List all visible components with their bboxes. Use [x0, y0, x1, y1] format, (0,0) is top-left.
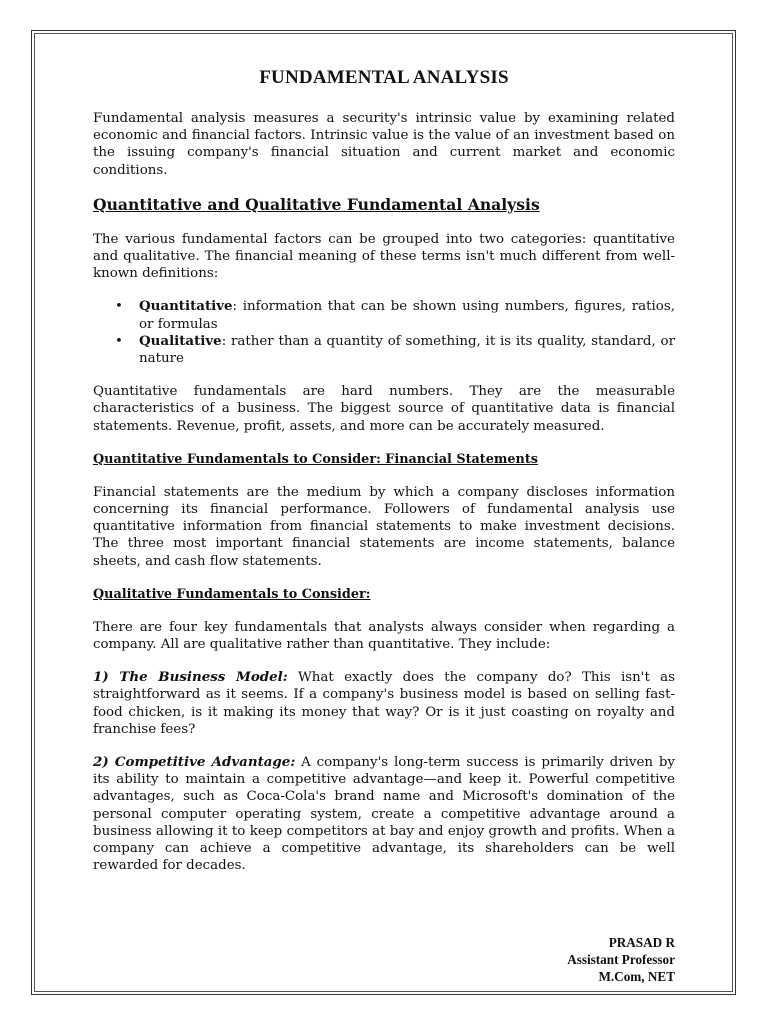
- competitive-advantage-lead: 2) Competitive Advantage:: [93, 754, 296, 771]
- competitive-advantage-text: A company's long-term success is primarily driven by its ability to maintain a competitive advantage—and keep it. Powerful competitive advantages, such as Coca-Cola's brand name and Microsoft's domination of the personal computer operating system, create a competitive advantage around a business allowing it to keep competitors at bay and enjoy growth and profits. When a company can achieve a competitive advantage, its shareholders can be well rewarded for decades.: [93, 755, 675, 874]
- section-heading-financial-statements: Quantitative Fundamentals to Consider: Financial Statements: [93, 451, 538, 467]
- document-title: FUNDAMENTAL ANALYSIS: [259, 67, 509, 88]
- categories-paragraph: The various fundamental factors can be grouped into two categories: quantitative and qualitative. The financial meaning of these terms isn't much different from well-known definitions:: [93, 231, 675, 282]
- section-heading-quant-qual: Quantitative and Qualitative Fundamental Analysis: [93, 194, 540, 214]
- definition-quantitative: information that can be shown using numbers, figures, ratios, or formulas: [139, 299, 675, 332]
- business-model-paragraph: [93, 669, 675, 738]
- term-quantitative: Quantitative: [139, 298, 233, 315]
- bullet-icon: •: [115, 333, 123, 349]
- qualitative-intro-paragraph: There are four key fundamentals that analysts always consider when regarding a company. All are qualitative rather than quantitative. They include:: [93, 619, 675, 653]
- document-body: [93, 66, 675, 891]
- quant-fundamentals-paragraph: Quantitative fundamentals are hard numbers. They are the measurable characteristics of a business. The biggest source of quantitative data is financial statements. Revenue, profit, assets, and more can be accurately measured.: [93, 384, 675, 434]
- bullet-icon: •: [115, 299, 123, 315]
- term-separator: :: [232, 299, 243, 315]
- definitions-list: [93, 298, 675, 367]
- author-role: Assistant Professor: [567, 952, 675, 967]
- term-separator: :: [221, 333, 231, 349]
- list-item: [115, 298, 675, 332]
- financial-statements-paragraph: Financial statements are the medium by which a company discloses information concerning its financial performance. Followers of fundamental analysis use quantitative information from financial statements to make investment decisions. The three most important financial statements are income statements, balance sheets, and cash flow statements.: [93, 484, 675, 569]
- list-item: [115, 332, 675, 367]
- term-qualitative: Qualitative: [139, 332, 222, 349]
- competitive-advantage-paragraph: [93, 754, 675, 874]
- business-model-text: What exactly does the company do? This isn't as straightforward as it seems. If a company's business model is based on selling fast-food chicken, is it making its money that way? Or is it just coasting on royalty and franchise fees?: [93, 670, 675, 737]
- business-model-lead: 1) The Business Model:: [93, 669, 288, 686]
- signature-block: [567, 934, 675, 985]
- author-name: PRASAD R: [608, 935, 675, 950]
- intro-paragraph: Fundamental analysis measures a security's intrinsic value by examining related economic and financial factors. Intrinsic value is the value of an investment based on the issuing company's financial situation and current market and economic conditions.: [93, 111, 675, 178]
- definition-qualitative: rather than a quantity of something, it is its quality, standard, or nature: [139, 333, 675, 367]
- section-heading-qualitative: Qualitative Fundamentals to Consider:: [93, 586, 371, 602]
- author-qualifications: M.Com, NET: [598, 969, 675, 984]
